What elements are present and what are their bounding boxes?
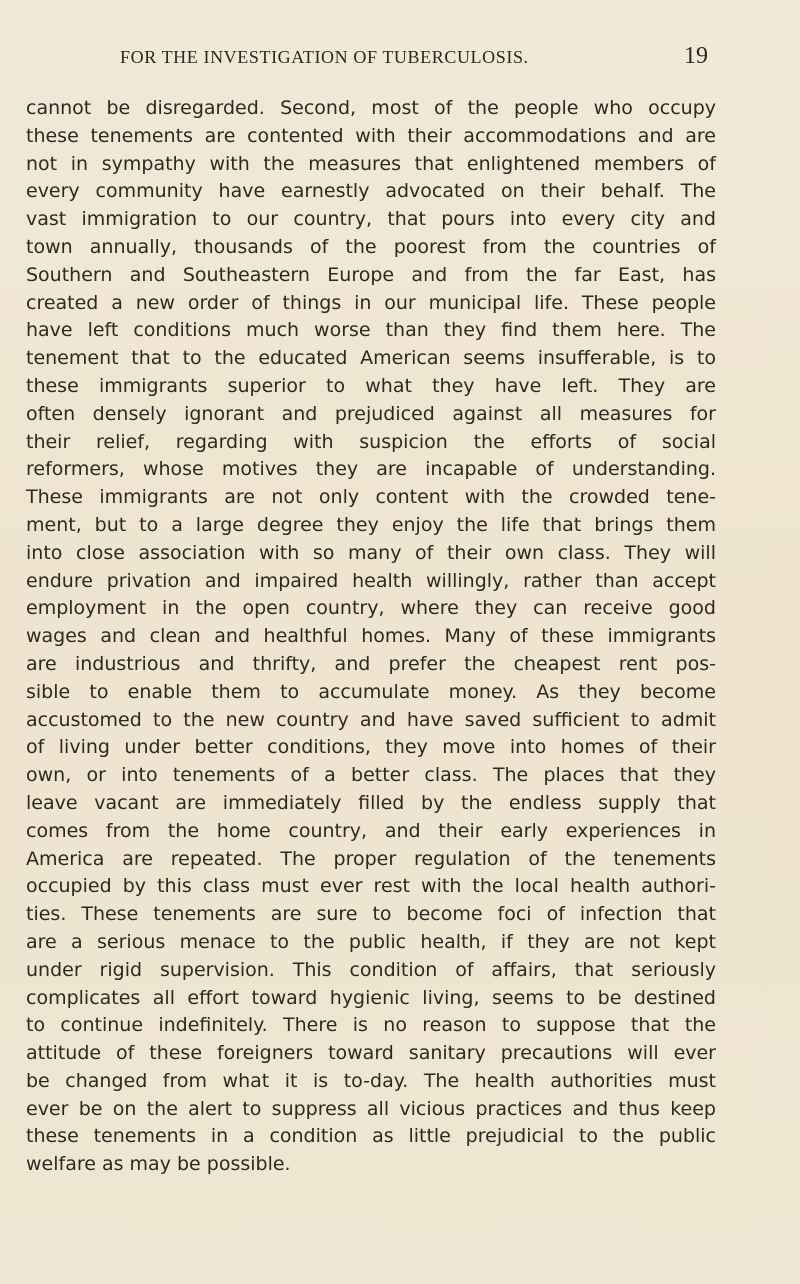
text-line: to continue indefinitely. There is no reason to suppose that the (26, 1014, 716, 1037)
text-line: own, or into tenements of a better class. The places that they (26, 764, 716, 787)
text-line: vast immigration to our country, that pours into every city and (26, 208, 716, 231)
text-line: employment in the open country, where they can receive good (26, 597, 716, 620)
text-line: into close association with so many of their own class. They will (26, 541, 716, 564)
text-line: sible to enable them to accumulate money. As they become (26, 680, 716, 703)
text-line: often densely ignorant and prejudiced against all measures for (26, 402, 716, 425)
text-line: these tenements are contented with their accommodations and are (26, 124, 716, 147)
text-line: Southern and Southeastern Europe and from the far East, has (26, 263, 716, 286)
text-line: occupied by this class must ever rest with the local health authori- (26, 875, 716, 898)
text-line: are industrious and thrifty, and prefer the cheapest rent pos- (26, 652, 716, 675)
text-line: ever be on the alert to suppress all vicious practices and thus keep (26, 1097, 716, 1120)
text-line: accustomed to the new country and have saved sufficient to admit (26, 708, 716, 731)
text-line: town annually, thousands of the poorest from the countries of (26, 235, 716, 258)
running-head (0, 43, 800, 77)
text-line: not in sympathy with the measures that enlightened members of (26, 152, 716, 175)
text-line: under rigid supervision. This condition of affairs, that seriously (26, 958, 716, 981)
text-line: of living under better conditions, they move into homes of their (26, 736, 716, 759)
page-number: 19 (684, 43, 708, 69)
text-line: endure privation and impaired health willingly, rather than accept (26, 569, 716, 592)
text-line: every community have earnestly advocated on their behalf. The (26, 180, 716, 203)
text-line: attitude of these foreigners toward sanitary precautions will ever (26, 1042, 716, 1065)
text-line: created a new order of things in our municipal life. These people (26, 291, 716, 314)
body-paragraph (26, 95, 716, 1179)
text-line: leave vacant are immediately filled by the endless supply that (26, 791, 716, 814)
text-line: these tenements in a condition as little prejudicial to the public (26, 1125, 716, 1148)
text-line: be changed from what it is to-day. The health authorities must (26, 1069, 716, 1092)
text-line: ties. These tenements are sure to become foci of infection that (26, 903, 716, 926)
text-line: cannot be disregarded. Second, most of the people who occupy (26, 97, 716, 119)
text-line: are a serious menace to the public health, if they are not kept (26, 930, 716, 953)
text-line: complicates all effort toward hygienic living, seems to be destined (26, 986, 716, 1009)
text-line: these immigrants superior to what they have left. They are (26, 374, 716, 397)
text-line: their relief, regarding with suspicion the efforts of social (26, 430, 716, 453)
text-line: America are repeated. The proper regulation of the tenements (26, 847, 716, 870)
text-line: These immigrants are not only content with the crowded tene- (26, 486, 716, 509)
text-line: have left conditions much worse than they find them here. The (26, 319, 716, 342)
text-line: wages and clean and healthful homes. Many of these immigrants (26, 625, 716, 648)
text-line: ment, but to a large degree they enjoy the life that brings them (26, 513, 716, 536)
text-line: comes from the home country, and their early experiences in (26, 819, 716, 842)
running-title: FOR THE INVESTIGATION OF TUBERCULOSIS. (120, 47, 529, 67)
text-line-final: welfare as may be possible. (26, 1153, 291, 1176)
text-line: reformers, whose motives they are incapable of understanding. (26, 458, 716, 481)
text-line: tenement that to the educated American seems insufferable, is to (26, 347, 716, 370)
